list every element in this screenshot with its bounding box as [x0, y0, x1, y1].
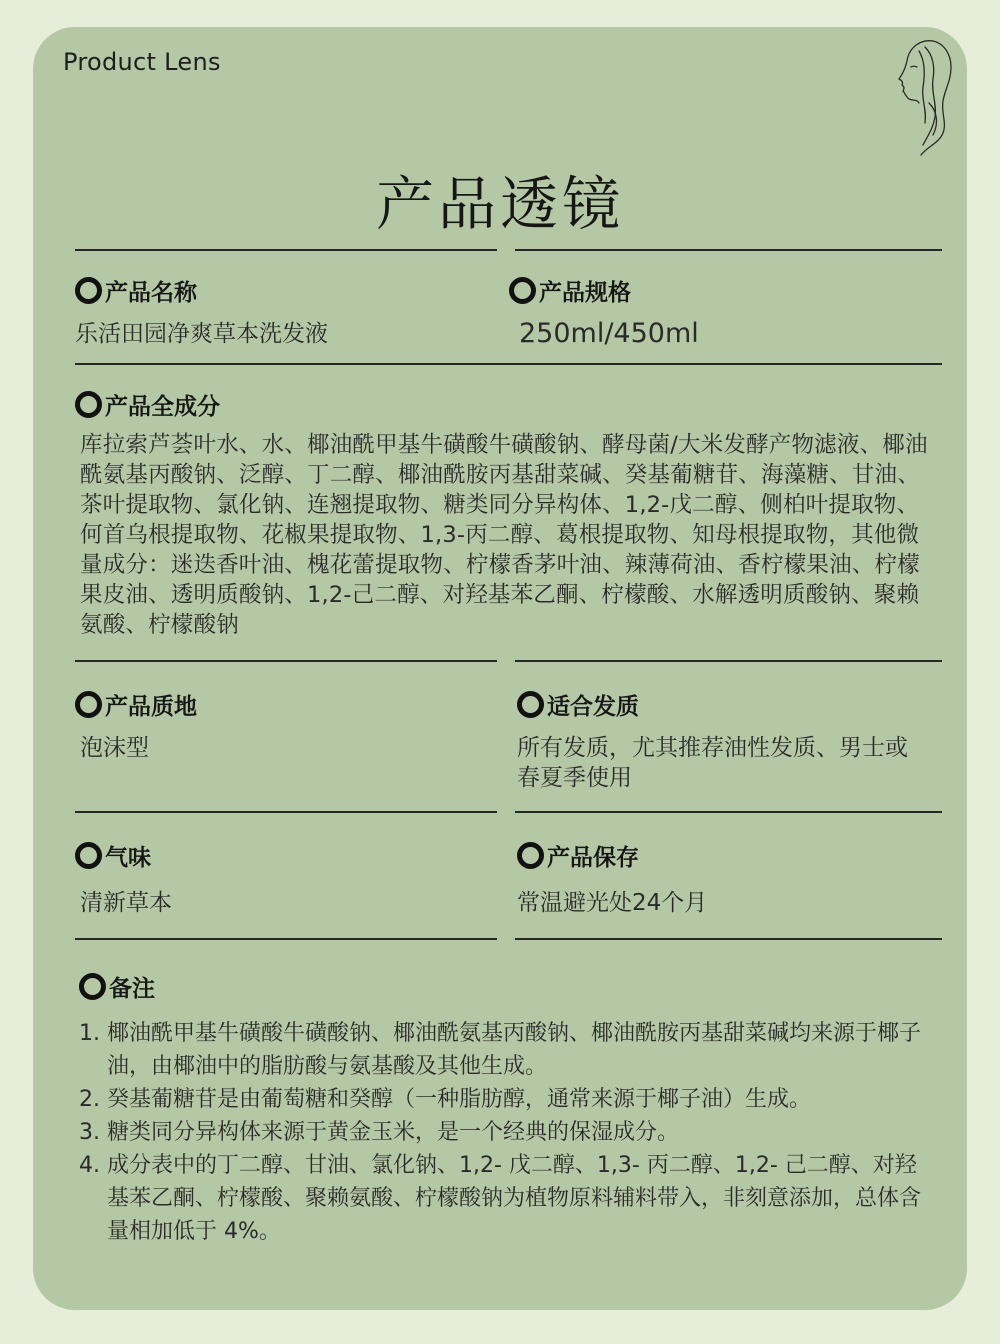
section-storage: [517, 839, 937, 918]
product-name-value: 乐活田园净爽草本洗发液: [75, 321, 328, 347]
section-notes: [79, 970, 921, 1248]
circle-bullet-icon: [75, 277, 102, 304]
divider: [515, 660, 942, 662]
divider: [75, 363, 942, 365]
section-label: 产品全成分: [105, 394, 220, 420]
list-item: [79, 1083, 921, 1116]
list-item: [79, 1116, 921, 1149]
note-text: 成分表中的丁二醇、甘油、氯化钠、1,2- 戊二醇、1,3- 丙二醇、1,2- 己二醇、对羟基苯乙酮、柠檬酸、聚赖氨酸、柠檬酸钠为植物原料辅料带入，非刻意添加，总体含量相加低于 4%。: [107, 1153, 922, 1244]
texture-value: 泡沫型: [80, 735, 149, 761]
note-number: 3.: [79, 1120, 100, 1145]
circle-bullet-icon: [75, 842, 102, 869]
circle-bullet-icon: [79, 973, 106, 1000]
note-number: 4.: [79, 1153, 100, 1178]
divider: [75, 660, 497, 662]
circle-bullet-icon: [509, 277, 536, 304]
section-texture: [75, 688, 495, 763]
divider: [515, 811, 942, 813]
note-text: 癸基葡糖苷是由葡萄糖和癸醇（一种脂肪醇，通常来源于椰子油）生成。: [107, 1087, 812, 1112]
divider: [515, 938, 942, 940]
circle-bullet-icon: [75, 391, 102, 418]
notes-list: [79, 1017, 921, 1248]
divider: [75, 938, 497, 940]
section-product-name: [75, 274, 495, 349]
note-number: 2.: [79, 1087, 100, 1112]
divider: [515, 249, 942, 251]
section-label: 适合发质: [547, 694, 639, 720]
section-product-spec: [509, 274, 929, 349]
section-label: 产品名称: [105, 280, 197, 306]
ingredients-value: 库拉索芦荟叶水、水、椰油酰甲基牛磺酸牛磺酸钠、酵母菌/大米发酵产物滤液、椰油酰氨基丙酸钠、泛醇、丁二醇、椰油酰胺丙基甜菜碱、癸基葡糖苷、海藻糖、甘油、茶叶提取物、氯化钠、连翘提取物、糖类同分异构体、1,2-戊二醇、侧柏叶提取物、何首乌根提取物、花椒果提取物、1,3-丙二醇、葛根提取物、知母根提取物，其他微量成分：迷迭香叶油、槐花蕾提取物、柠檬香茅叶油、辣薄荷油、香柠檬果油、柠檬果皮油、透明质酸钠、1,2-己二醇、对羟基苯乙酮、柠檬酸、水解透明质酸钠、聚赖氨酸、柠檬酸钠: [80, 432, 928, 638]
product-lens-card: [33, 27, 967, 1310]
circle-bullet-icon: [517, 691, 544, 718]
divider: [75, 249, 497, 251]
storage-value: 常温避光处24个月: [517, 890, 708, 916]
section-label: 产品规格: [539, 280, 631, 306]
note-text: 糖类同分异构体来源于黄金玉米，是一个经典的保湿成分。: [107, 1120, 680, 1145]
section-scent: [75, 839, 495, 918]
section-label: 气味: [105, 845, 151, 871]
divider: [75, 811, 497, 813]
section-label: 产品质地: [105, 694, 197, 720]
hair-type-value: 所有发质，尤其推荐油性发质、男士或春夏季使用: [517, 735, 908, 791]
scent-value: 清新草本: [80, 890, 172, 916]
page-title: 产品透镜: [375, 170, 624, 238]
product-spec-value: 250ml/450ml: [519, 318, 699, 349]
note-text: 椰油酰甲基牛磺酸牛磺酸钠、椰油酰氨基丙酸钠、椰油酰胺丙基甜菜碱均来源于椰子油，由椰油中的脂肪酸与氨基酸及其他生成。: [107, 1021, 922, 1079]
section-ingredients: [75, 388, 935, 640]
list-item: [79, 1017, 921, 1083]
woman-silhouette-icon: [881, 37, 961, 159]
note-number: 1.: [79, 1021, 100, 1046]
section-label: 产品保存: [547, 845, 639, 871]
brand-label: Product Lens: [63, 48, 221, 76]
section-label: 备注: [109, 976, 155, 1002]
section-hair-type: [517, 688, 937, 793]
circle-bullet-icon: [75, 691, 102, 718]
circle-bullet-icon: [517, 842, 544, 869]
list-item: [79, 1149, 921, 1248]
